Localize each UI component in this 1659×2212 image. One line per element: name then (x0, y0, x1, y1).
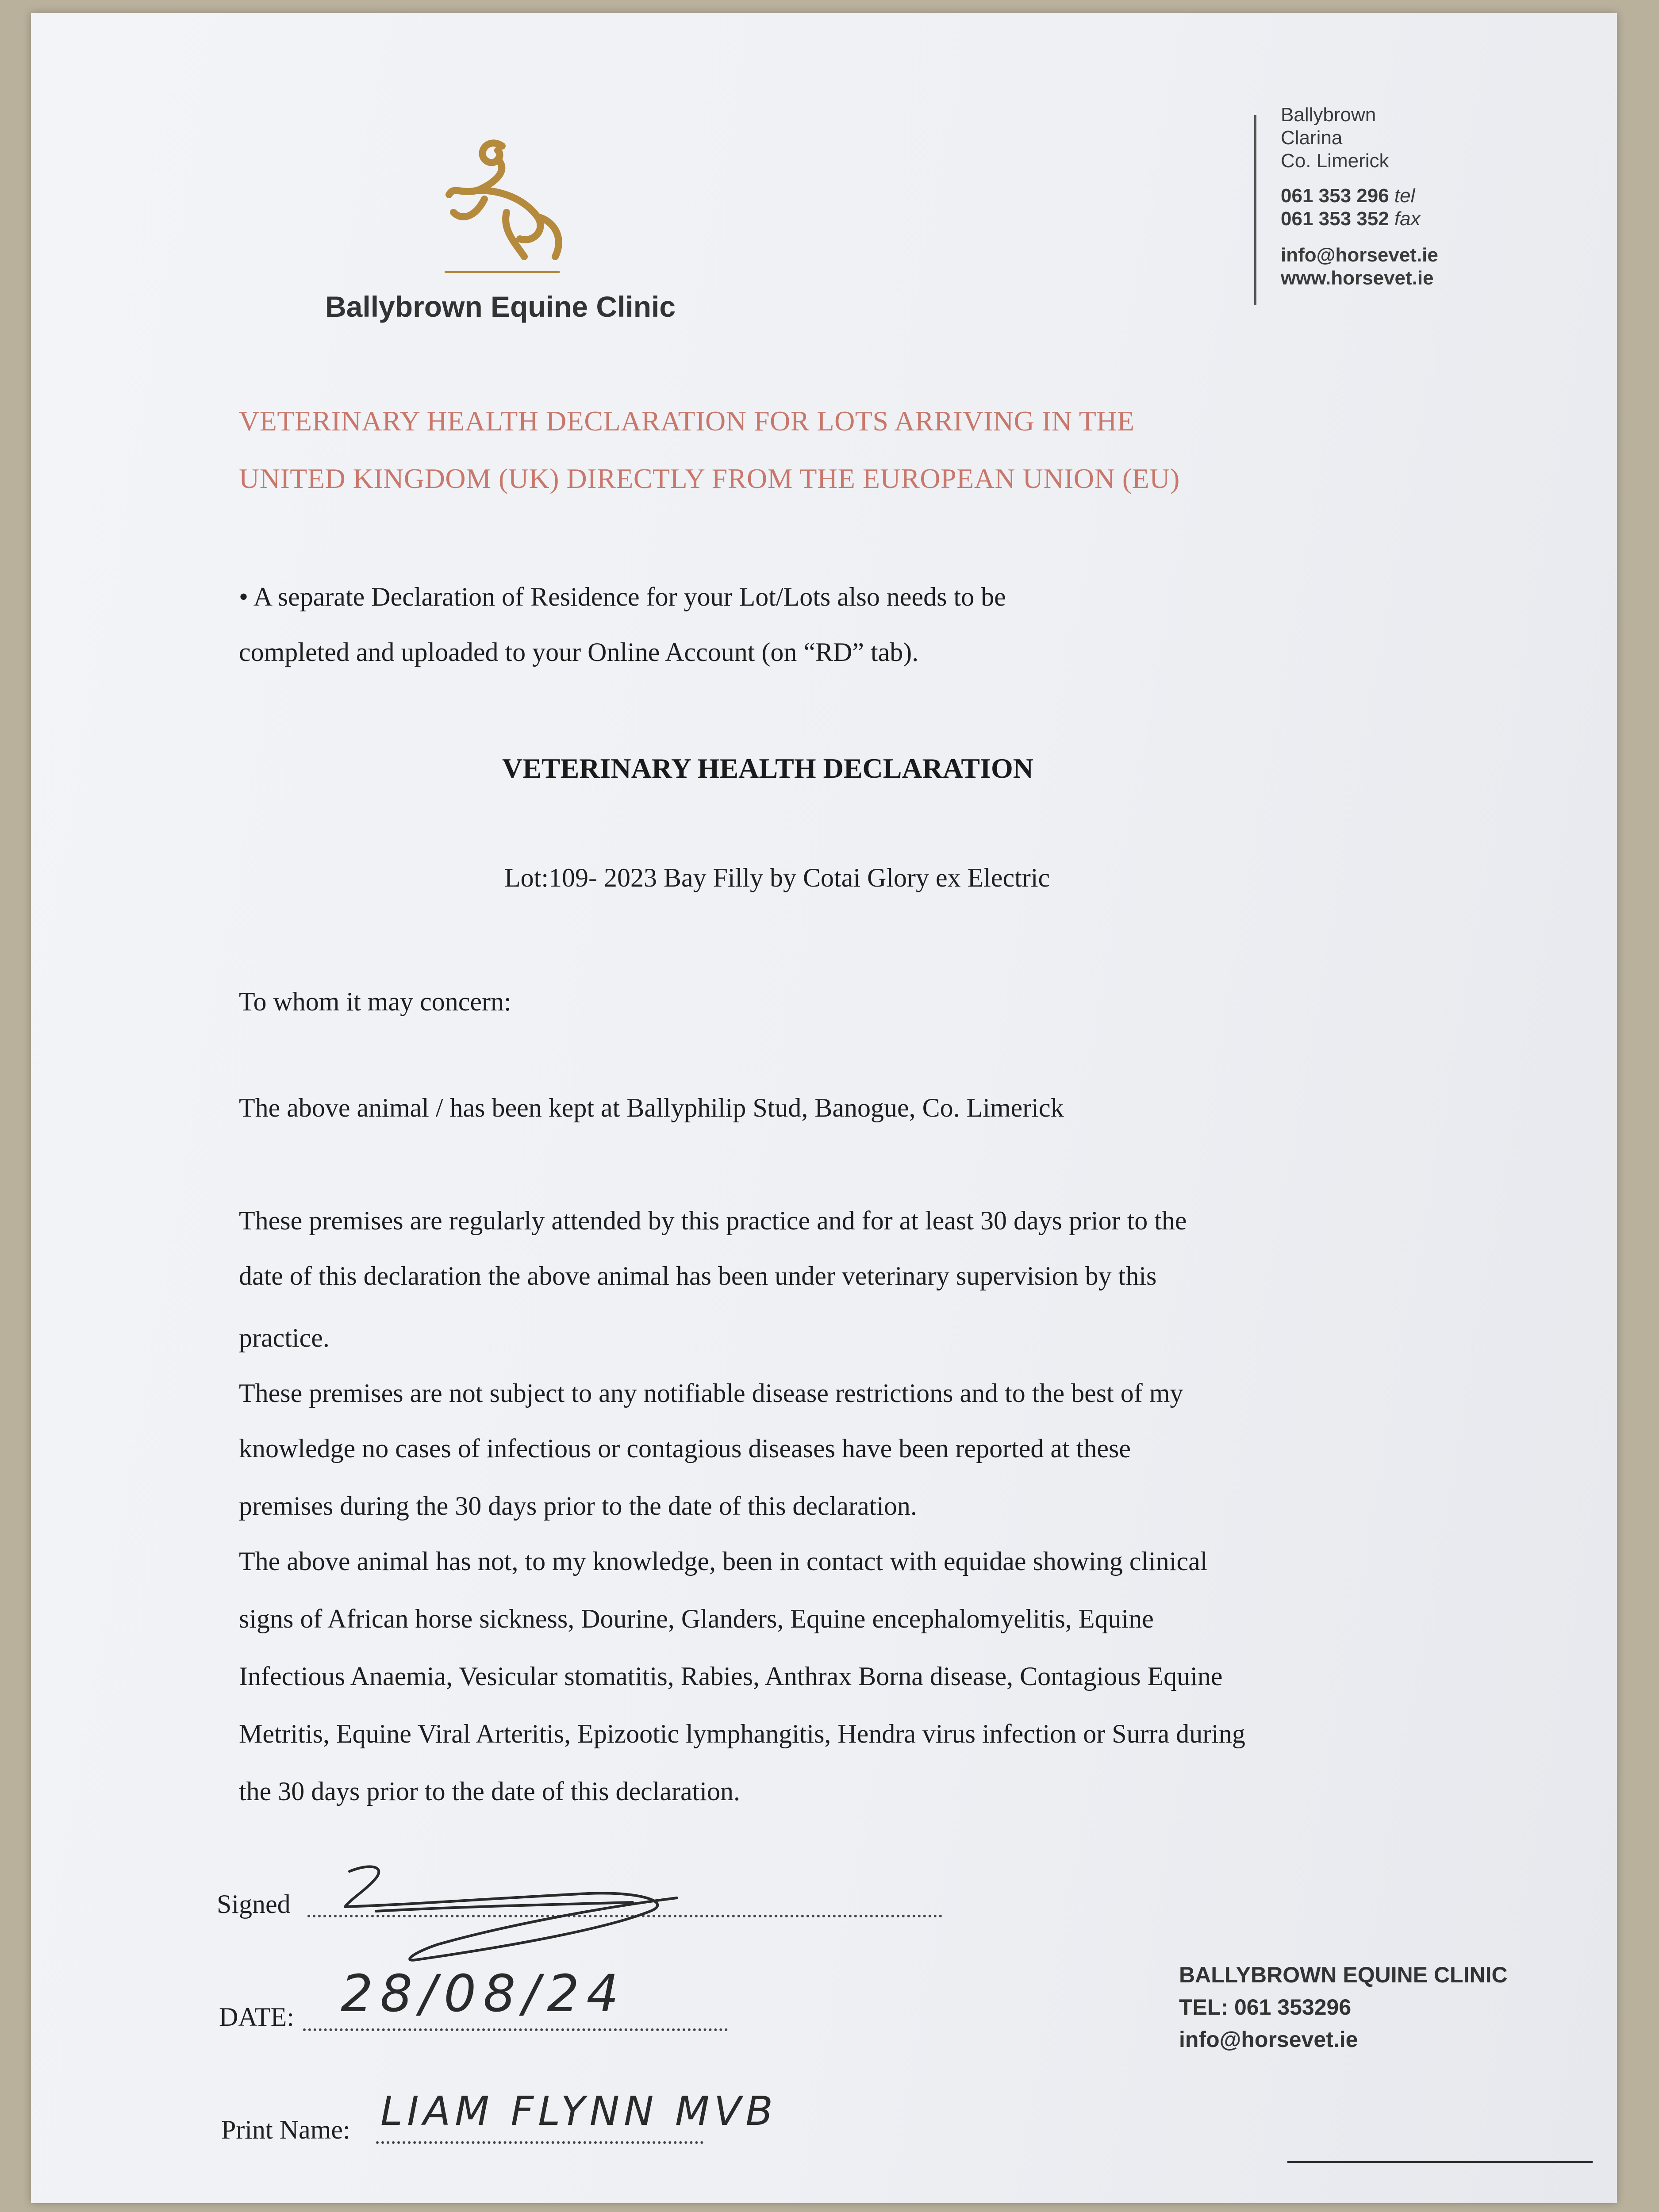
date-line (303, 2028, 728, 2031)
rearing-horse-logo-icon (436, 133, 568, 279)
salutation: To whom it may concern: (239, 987, 511, 1016)
telephone-number: 061 353 296 (1281, 185, 1389, 207)
declaration-sheet (31, 13, 1617, 2203)
stamp-telephone: TEL: 061 353296 (1179, 1995, 1352, 2020)
paragraph-line: Metritis, Equine Viral Arteritis, Epizootic lymphangitis, Hendra virus infection or Surra during (239, 1719, 1245, 1748)
date-label: DATE: (219, 2002, 294, 2032)
paragraph-line: practice. (239, 1323, 330, 1352)
fax (1281, 208, 1421, 230)
note-line: completed and uploaded to your Online Account (on “RD” tab). (239, 637, 919, 667)
paragraph-line: Infectious Anaemia, Vesicular stomatitis, Rabies, Anthrax Borna disease, Contagious Equine (239, 1662, 1223, 1691)
address-line: Co. Limerick (1281, 150, 1389, 172)
fax-label: fax (1394, 208, 1421, 230)
bottom-rule (1287, 2161, 1593, 2163)
paragraph-line: These premises are regularly attended by this practice and for at least 30 days prior to the (239, 1206, 1187, 1235)
stamp-email: info@horsevet.ie (1179, 2027, 1358, 2052)
declaration-heading: VETERINARY HEALTH DECLARATION (502, 753, 1033, 784)
paragraph-line: The above animal has not, to my knowledge, been in contact with equidae showing clinical (239, 1547, 1208, 1576)
print-name-label: Print Name: (221, 2115, 350, 2144)
telephone (1281, 185, 1415, 207)
handwritten-print-name: LIAM FLYNN MVB (380, 2088, 778, 2135)
handwritten-signature-icon (323, 1854, 699, 1978)
lot-description: Lot:109- 2023 Bay Filly by Cotai Glory ex Electric (504, 863, 1050, 892)
paragraph-line: premises during the 30 days prior to the date of this declaration. (239, 1491, 917, 1521)
paragraph-line: date of this declaration the above animal has been under veterinary supervision by this (239, 1261, 1157, 1290)
email: info@horsevet.ie (1281, 244, 1438, 266)
paragraph-line: the 30 days prior to the date of this declaration. (239, 1777, 740, 1806)
address-line: Ballybrown (1281, 104, 1376, 126)
document-title-line: VETERINARY HEALTH DECLARATION FOR LOTS ARRIVING IN THE (239, 405, 1135, 437)
handwritten-date: 28/08/24 (341, 1964, 626, 2024)
stamp-clinic-name: BALLYBROWN EQUINE CLINIC (1179, 1962, 1508, 1987)
note-line: • A separate Declaration of Residence for your Lot/Lots also needs to be (239, 582, 1006, 611)
address-divider (1254, 115, 1256, 305)
fax-number: 061 353 352 (1281, 208, 1389, 230)
premises-statement: The above animal / has been kept at Ballyphilip Stud, Banogue, Co. Limerick (239, 1093, 1064, 1122)
paragraph-line: signs of African horse sickness, Dourine, Glanders, Equine encephalomyelitis, Equine (239, 1604, 1154, 1633)
paragraph-line: knowledge no cases of infectious or contagious diseases have been reported at these (239, 1434, 1131, 1463)
website: www.horsevet.ie (1281, 267, 1434, 289)
print-name-line (376, 2141, 703, 2144)
paragraph-line: These premises are not subject to any notifiable disease restrictions and to the best of my (239, 1379, 1183, 1408)
document-title-line: UNITED KINGDOM (UK) DIRECTLY FROM THE EUROPEAN UNION (EU) (239, 463, 1180, 494)
clinic-name: Ballybrown Equine Clinic (325, 290, 676, 323)
telephone-label: tel (1394, 185, 1415, 207)
address-line: Clarina (1281, 127, 1343, 149)
signed-label: Signed (217, 1889, 291, 1919)
